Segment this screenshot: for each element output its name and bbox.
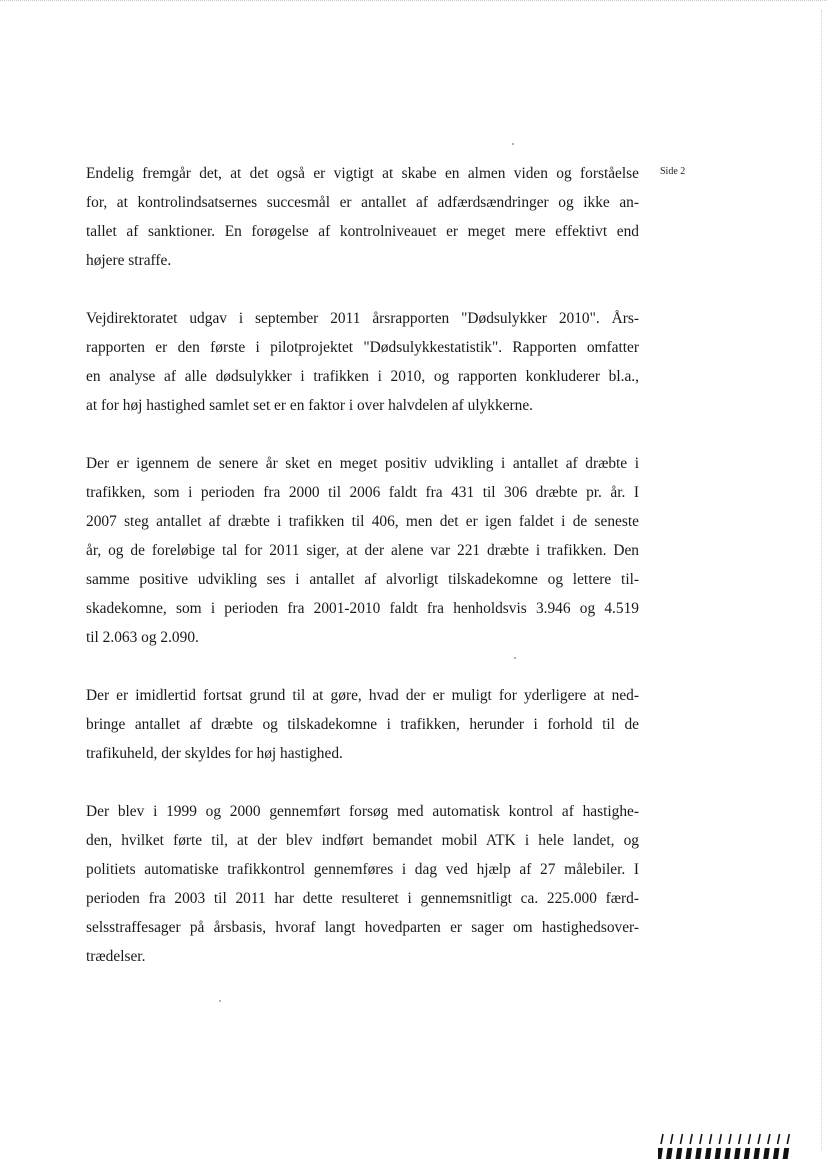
- text-line: 2007 steg antallet af dræbte i trafikken til 406, men det er igen faldet i de seneste: [86, 513, 639, 530]
- barcode-bar: [744, 1148, 751, 1159]
- paragraph-3: [86, 449, 639, 652]
- barcode-stroke: [710, 1134, 712, 1144]
- barcode-bar: [734, 1148, 741, 1159]
- barcode-stroke: [778, 1134, 780, 1144]
- text-line: Der blev i 1999 og 2000 gennemført forsøg med automatisk kontrol af hastighe-: [86, 803, 639, 820]
- text-line: til 2.063 og 2.090.: [86, 629, 199, 646]
- barcode-bar: [724, 1148, 731, 1159]
- text-line: bringe antallet af dræbte og tilskadekomne i trafikken, herunder i forhold til de: [86, 716, 639, 733]
- text-line: højere straffe.: [86, 252, 172, 269]
- barcode-stroke: [680, 1134, 682, 1144]
- text-line: politiets automatiske trafikkontrol gennemføres i dag ved hjælp af 27 målebiler. I: [86, 861, 639, 878]
- barcode-stroke: [719, 1134, 721, 1144]
- text-line: samme positive udvikling ses i antallet af alvorligt tilskadekomne og lettere til-: [86, 571, 639, 588]
- text-line: at for høj hastighed samlet set er en faktor i over halvdelen af ulykkerne.: [86, 397, 534, 414]
- scan-speck: [219, 1000, 221, 1002]
- document-body: [86, 159, 639, 1000]
- barcode-bar: [753, 1148, 760, 1159]
- barcode-bar: [685, 1148, 692, 1159]
- scan-right-edge: [821, 10, 823, 1150]
- text-line: trafikuheld, der skyldes for høj hastighed.: [86, 745, 343, 762]
- barcode-bar: [658, 1148, 663, 1159]
- text-line: trædelser.: [86, 948, 146, 965]
- text-line: år, og de foreløbige tal for 2011 siger, at der alene var 221 dræbte i trafikken. Den: [86, 542, 639, 559]
- barcode-bar: [705, 1148, 712, 1159]
- barcode-stroke: [787, 1134, 789, 1144]
- paragraph-4: [86, 681, 639, 768]
- paragraph-5: [86, 797, 639, 971]
- text-line: tallet af sanktioner. En forøgelse af kontrolniveauet er meget mere effektivt end: [86, 223, 639, 240]
- barcode-stroke: [700, 1134, 702, 1144]
- barcode-stroke: [768, 1134, 770, 1144]
- text-line: Endelig fremgår det, at det også er vigtigt at skabe en almen viden og forståelse: [86, 165, 639, 182]
- paragraph-2: [86, 304, 639, 420]
- text-line: for, at kontrolindsatsernes succesmål er antallet af adfærdsændringer og ikke an-: [86, 194, 639, 211]
- text-line: Vejdirektoratet udgav i september 2011 årsrapporten "Dødsulykker 2010". Års-: [86, 310, 639, 327]
- barcode-stroke: [739, 1134, 741, 1144]
- barcode-stroke: [671, 1134, 673, 1144]
- barcode-stroke: [729, 1134, 731, 1144]
- scan-top-edge: [0, 0, 827, 5]
- barcode-bar: [783, 1148, 790, 1159]
- text-line: den, hvilket førte til, at der blev indført bemandet mobil ATK i hele landet, og: [86, 832, 639, 849]
- paragraph-1: [86, 159, 639, 275]
- barcode-stroke: [758, 1134, 760, 1144]
- scan-speck: [512, 143, 514, 145]
- text-line: trafikken, som i perioden fra 2000 til 2006 faldt fra 431 til 306 dræbte pr. år. I: [86, 484, 639, 501]
- barcode-bar: [763, 1148, 770, 1159]
- barcode-bar: [666, 1148, 673, 1159]
- text-line: en analyse af alle dødsulykker i trafikken i 2010, og rapporten konkluderer bl.a.,: [86, 368, 639, 385]
- page-number-label: Side 2: [660, 166, 686, 177]
- text-line: perioden fra 2003 til 2011 har dette resulteret i gennemsnitligt ca. 225.000 færd-: [86, 890, 639, 907]
- barcode-bar: [715, 1148, 722, 1159]
- text-line: skadekomne, som i perioden fra 2001-2010 faldt fra henholdsvis 3.946 og 4.519: [86, 600, 639, 617]
- barcode-bar: [695, 1148, 702, 1159]
- barcode-stroke: [748, 1134, 750, 1144]
- barcode-bar: [773, 1148, 780, 1159]
- barcode-stroke: [661, 1134, 663, 1144]
- text-line: Der er igennem de senere år sket en meget positiv udvikling i antallet af dræbte i: [86, 455, 639, 472]
- text-line: rapporten er den første i pilotprojektet "Dødsulykkestatistik". Rapporten omfatter: [86, 339, 639, 356]
- text-line: Der er imidlertid fortsat grund til at gøre, hvad der er muligt for yderligere at ned-: [86, 687, 639, 704]
- barcode-bar: [676, 1148, 683, 1159]
- barcode-icon: [658, 1133, 794, 1160]
- barcode-stroke: [690, 1134, 692, 1144]
- text-line: selsstraffesager på årsbasis, hvoraf langt hovedparten er sager om hastighedsover-: [86, 919, 639, 936]
